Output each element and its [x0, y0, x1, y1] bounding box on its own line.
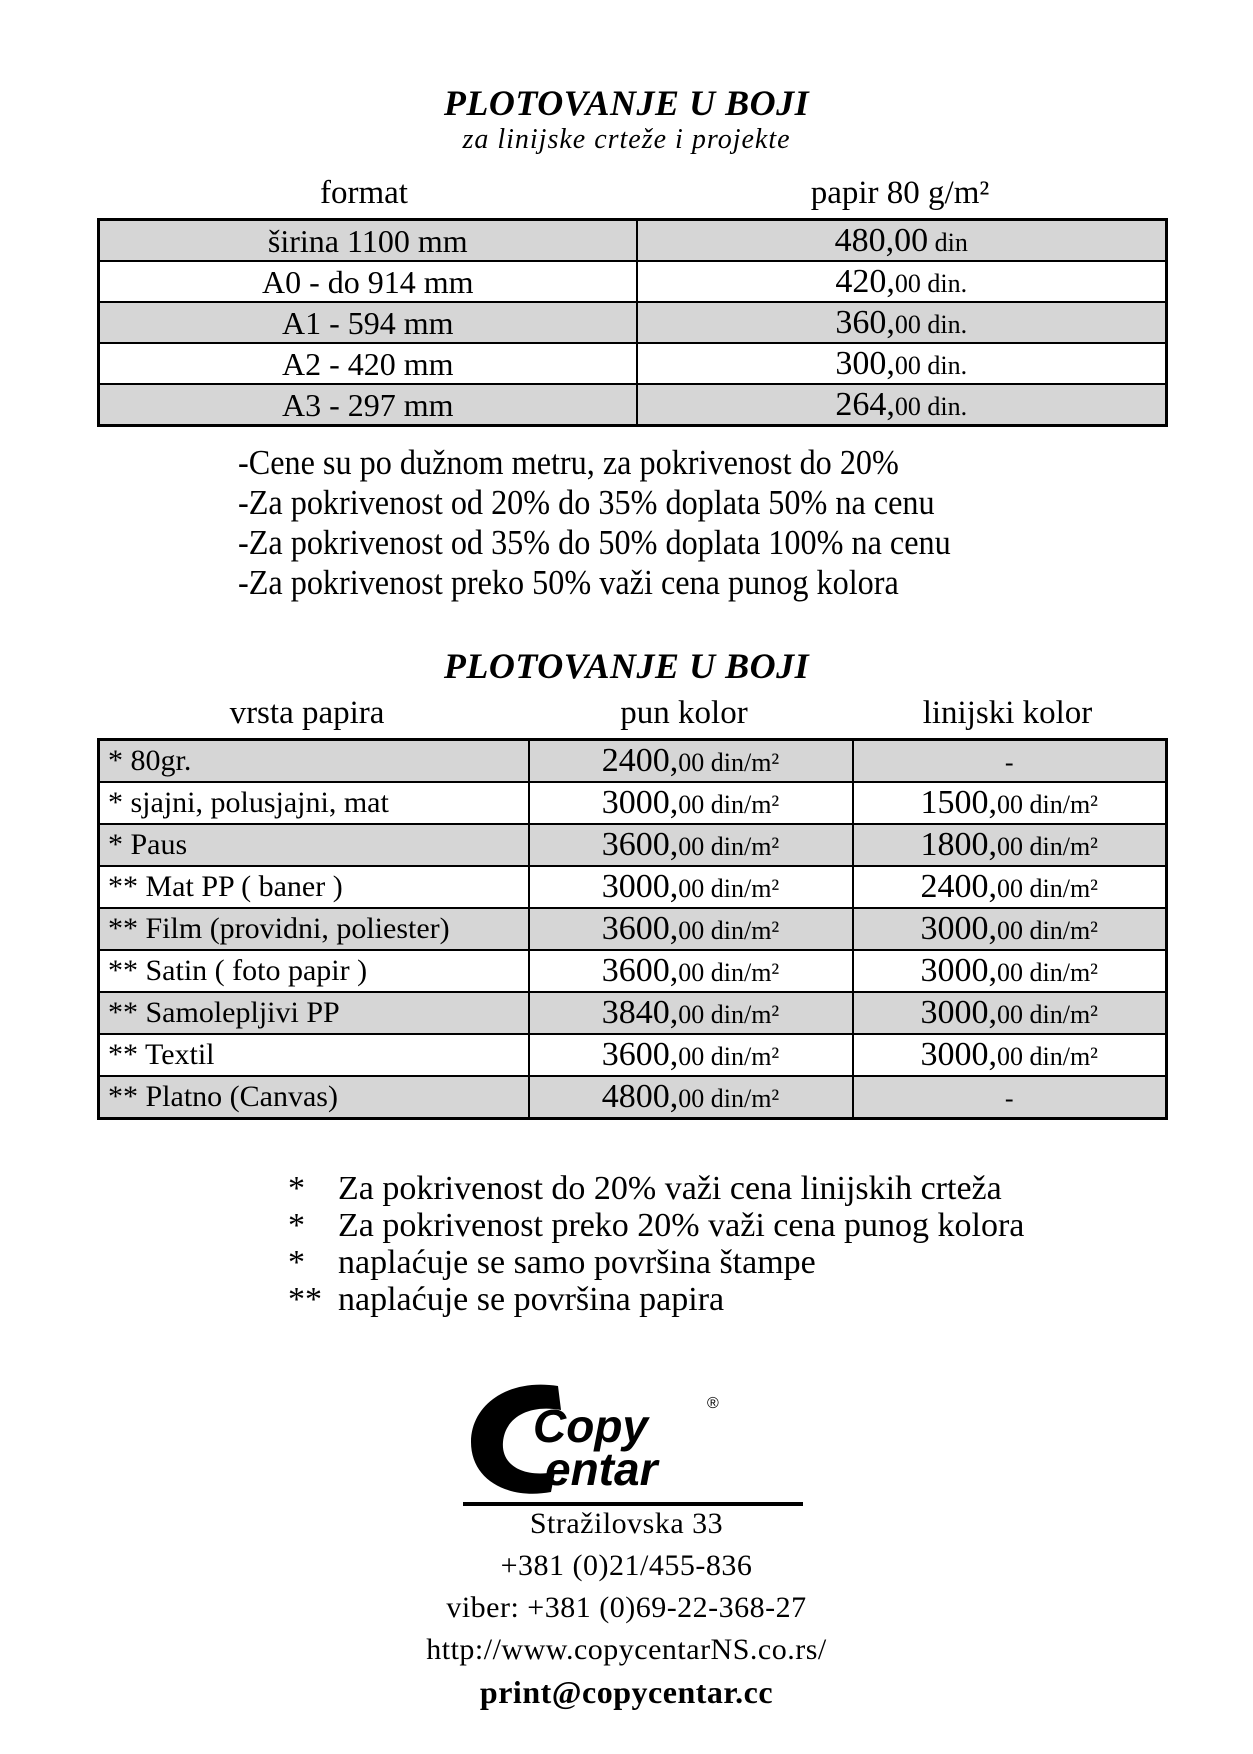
format-cell: A1 - 594 mm [99, 302, 637, 343]
table-row [99, 1076, 1167, 1119]
full-color-cell: 2400,00 din/m² [529, 740, 853, 783]
line-color-cell: 3000,00 din/m² [853, 908, 1167, 950]
header-paper: papir 80 g/m² [810, 175, 990, 211]
line-color-cell: 3000,00 din/m² [853, 1034, 1167, 1076]
footnote: ** naplaćuje se površina papira [288, 1281, 725, 1318]
line-color-cell: 1500,00 din/m² [853, 782, 1167, 824]
paper-type-cell: ** Film (providni, poliester) [99, 908, 529, 950]
price-cell: 264,00 din. [637, 384, 1167, 426]
website-link[interactable]: http://www.copycentarNS.co.rs/ [426, 1633, 827, 1666]
header-line-color: linijski kolor [922, 695, 1093, 731]
section1-title: PLOTOVANJE U BOJI [443, 83, 810, 123]
header-full-color: pun kolor [620, 695, 748, 731]
full-color-cell: 4800,00 din/m² [529, 1076, 853, 1119]
paper-type-cell: * sjajni, polusjajni, mat [99, 782, 529, 824]
line-color-cell: 3000,00 din/m² [853, 992, 1167, 1034]
line-color-cell: 2400,00 din/m² [853, 866, 1167, 908]
full-color-cell: 3600,00 din/m² [529, 950, 853, 992]
format-cell: širina 1100 mm [99, 220, 637, 262]
full-color-cell: 3000,00 din/m² [529, 866, 853, 908]
footnote: * Za pokrivenost preko 20% važi cena punog kolora [288, 1207, 1025, 1244]
table-row [99, 866, 1167, 908]
footnote: * naplaćuje se samo površina štampe [288, 1244, 816, 1281]
note-line: -Za pokrivenost od 35% do 50% doplata 100% na cenu [238, 523, 951, 562]
table-row [99, 220, 1167, 262]
price-cell: 420,00 din. [637, 261, 1167, 302]
format-cell: A2 - 420 mm [99, 343, 637, 384]
full-color-cell: 3000,00 din/m² [529, 782, 853, 824]
line-color-cell: - [853, 1076, 1167, 1119]
table-row [99, 740, 1167, 783]
header-format: format [320, 175, 408, 211]
note-line: -Za pokrivenost preko 50% važi cena punog kolora [238, 563, 899, 602]
paper-type-cell: ** Platno (Canvas) [99, 1076, 529, 1119]
table-row [99, 343, 1167, 384]
line-color-cell: - [853, 740, 1167, 783]
full-color-cell: 3600,00 din/m² [529, 908, 853, 950]
note-line: -Za pokrivenost od 20% do 35% doplata 50% na cenu [238, 483, 935, 522]
price-cell: 480,00 din [637, 220, 1167, 262]
svg-text:®: ® [707, 1395, 719, 1412]
footnote: * Za pokrivenost do 20% važi cena linijskih crteža [288, 1170, 1002, 1207]
table-row [99, 908, 1167, 950]
price-cell: 300,00 din. [637, 343, 1167, 384]
line-color-cell: 1800,00 din/m² [853, 824, 1167, 866]
paper-type-cell: * 80gr. [99, 740, 529, 783]
full-color-cell: 3840,00 din/m² [529, 992, 853, 1034]
table-row [99, 1034, 1167, 1076]
price-cell: 360,00 din. [637, 302, 1167, 343]
paper-type-cell: ** Textil [99, 1034, 529, 1076]
full-color-cell: 3600,00 din/m² [529, 824, 853, 866]
footnotes [288, 1170, 1024, 1318]
table-row [99, 302, 1167, 343]
email-link[interactable]: print@copycentar.cc [479, 1674, 774, 1710]
paper-type-cell: ** Satin ( foto papir ) [99, 950, 529, 992]
coverage-notes [238, 443, 951, 603]
full-color-cell: 3600,00 din/m² [529, 1034, 853, 1076]
copy-centar-logo [463, 1380, 803, 1510]
line-color-cell: 3000,00 din/m² [853, 950, 1167, 992]
contact-block [0, 1503, 1253, 1713]
address: Stražilovska 33 [529, 1507, 724, 1540]
paper-type-price-table [97, 738, 1168, 1120]
table-row [99, 782, 1167, 824]
paper-type-cell: ** Samolepljivi PP [99, 992, 529, 1034]
format-price-table [97, 218, 1168, 427]
viber: viber: +381 (0)69-22-368-27 [446, 1591, 807, 1624]
logo-graphic [463, 1380, 803, 1510]
table-row [99, 824, 1167, 866]
section1-subtitle: za linijske crteže i projekte [462, 124, 791, 155]
svg-text:entar: entar [545, 1443, 658, 1495]
note-line: -Cene su po dužnom metru, za pokrivenost do 20% [238, 443, 899, 482]
header-paper-type: vrsta papira [229, 695, 385, 731]
paper-type-cell: ** Mat PP ( baner ) [99, 866, 529, 908]
paper-type-cell: * Paus [99, 824, 529, 866]
section2-title: PLOTOVANJE U BOJI [443, 646, 810, 686]
table-row [99, 384, 1167, 426]
svg-text:Copy: Copy [533, 1400, 648, 1452]
table-row [99, 950, 1167, 992]
format-cell: A3 - 297 mm [99, 384, 637, 426]
phone: +381 (0)21/455-836 [500, 1549, 753, 1582]
format-cell: A0 - do 914 mm [99, 261, 637, 302]
table-row [99, 261, 1167, 302]
table-row [99, 992, 1167, 1034]
